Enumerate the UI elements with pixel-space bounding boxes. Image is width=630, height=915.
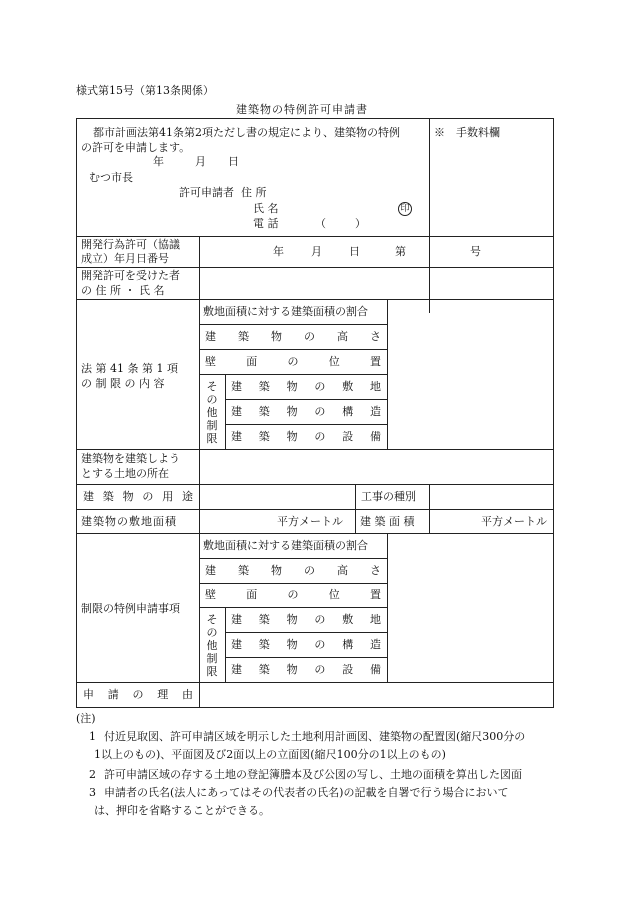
application-form (76, 118, 554, 708)
row-line (77, 267, 553, 268)
name-label: 氏 名 (253, 202, 279, 215)
date-year: 年 (153, 155, 164, 168)
phone-label: 電 話 (253, 217, 279, 230)
use-label: 建 築 物 の 用 途 (83, 490, 193, 503)
sub-row-line (199, 324, 387, 325)
other-limits-label-2: その他制限 (206, 613, 218, 678)
seal-mark: 印 (398, 202, 412, 216)
row-line (77, 484, 553, 485)
addressee: むつ市長 (89, 171, 133, 184)
row-line (77, 509, 553, 510)
other-limits-label: その他制限 (206, 380, 218, 445)
art41-label-2: の 制 限 の 内 容 (81, 377, 165, 390)
other-limits-divider (225, 374, 226, 449)
height-item: 建 築 物 の 高 さ (205, 330, 381, 343)
height-item-2: 建 築 物 の 高 さ (205, 564, 381, 577)
sub-row-line (225, 632, 387, 633)
permittee-label-1: 開発許可を受けた者 (81, 269, 180, 282)
notes-heading: (注) (76, 712, 96, 725)
note-2-line-1: 許可申請区域の存する土地の登記簿謄本及び公図の写し、土地の面積を算出した図面 (104, 768, 522, 781)
note-3-line-2: は、押印を省略することができる。 (94, 804, 270, 817)
sub-row-line (199, 583, 387, 584)
note-1-line-1: 付近見取図、許可申請区域を明示した土地利用計画図、建築物の配置図(縮尺300分の (104, 730, 526, 743)
equipment-item-2: 建 築 物 の 設 備 (231, 663, 381, 676)
building-area-divider (429, 509, 430, 533)
other-limits-divider (225, 607, 226, 682)
building-area-label: 建 築 面 積 (360, 515, 415, 528)
dev-permit-label-1: 開発行為許可（協議 (81, 238, 180, 251)
coverage-ratio-2: 敷地面積に対する建築面積の割合 (203, 539, 368, 552)
location-label-2: とする土地の所在 (81, 467, 169, 480)
site-item-2: 建 築 物 の 敷 地 (231, 613, 381, 626)
art41-label-1: 法 第 41 条 第 1 項 (81, 362, 178, 375)
sqm-1: 平方メートル (277, 515, 343, 528)
intro-line-1: 都市計画法第41条第2項ただし書の規定により、建築物の特例 (93, 126, 400, 139)
intro-line-2: の許可を申請します。 (81, 141, 191, 154)
structure-item: 建 築 物 の 構 造 (231, 405, 381, 418)
phone-paren-open: （ (315, 217, 326, 230)
structure-item-2: 建 築 物 の 構 造 (231, 638, 381, 651)
note-1-line-2: 1以上のもの)、平面図及び2面以上の立面図(縮尺100分の1以上のもの) (94, 748, 446, 761)
phone-paren-close: ） (355, 217, 366, 230)
header-divider (429, 119, 430, 313)
sub-row-line (225, 424, 387, 425)
equipment-item: 建 築 物 の 設 備 (231, 430, 381, 443)
dev-dai: 第 (395, 245, 406, 258)
dev-go: 号 (470, 245, 481, 258)
coverage-ratio: 敷地面積に対する建築面積の割合 (203, 305, 368, 318)
dev-year: 年 (273, 245, 284, 258)
row-line (77, 682, 553, 683)
applicant-label: 許可申請者 (179, 186, 234, 199)
site-area-label: 建築物の敷地面積 (81, 515, 177, 528)
work-type-label: 工事の種別 (361, 490, 416, 503)
row-line (77, 449, 553, 450)
site-item: 建 築 物 の 敷 地 (231, 380, 381, 393)
form-number: 様式第15号（第13条関係） (76, 84, 214, 97)
note-3-number: 3 (89, 786, 96, 799)
sub-row-line (199, 349, 387, 350)
work-type-divider (355, 484, 356, 509)
wall-item-2: 壁 面 の 位 置 (205, 588, 381, 601)
address-label: 住 所 (241, 186, 267, 199)
date-day: 日 (228, 155, 239, 168)
dev-permit-label-2: 成立）年月日番号 (81, 252, 169, 265)
note-3-line-1: 申請者の氏名(法人にあってはその代表者の氏名)の記載を自署で行う場合において (104, 786, 509, 799)
value-column-divider (387, 299, 388, 449)
label-column-divider (199, 236, 200, 707)
value-column-divider (387, 533, 388, 682)
dev-day: 日 (349, 245, 360, 258)
sqm-2: 平方メートル (481, 515, 547, 528)
fee-note: ※ 手数料欄 (434, 126, 500, 139)
date-month: 月 (195, 155, 206, 168)
row-line (77, 533, 553, 534)
row-line (77, 299, 553, 300)
reason-label: 申 請 の 理 由 (83, 688, 193, 701)
sub-row-line (199, 374, 387, 375)
sub-row-line (225, 657, 387, 658)
note-2-number: 2 (89, 768, 96, 781)
permittee-label-2: の 住 所 ・ 氏 名 (81, 284, 165, 297)
exception-label: 制限の特例申請事項 (81, 602, 180, 615)
wall-item: 壁 面 の 位 置 (205, 355, 381, 368)
dev-month: 月 (311, 245, 322, 258)
row-line (77, 236, 553, 237)
building-area-divider (355, 509, 356, 533)
sub-row-line (199, 558, 387, 559)
work-type-divider (429, 484, 430, 509)
sub-row-line (225, 399, 387, 400)
location-label-1: 建築物を建築しよう (81, 452, 180, 465)
form-title: 建築物の特例許可申請書 (236, 103, 368, 116)
sub-row-line (199, 607, 387, 608)
note-1-number: 1 (89, 730, 96, 743)
